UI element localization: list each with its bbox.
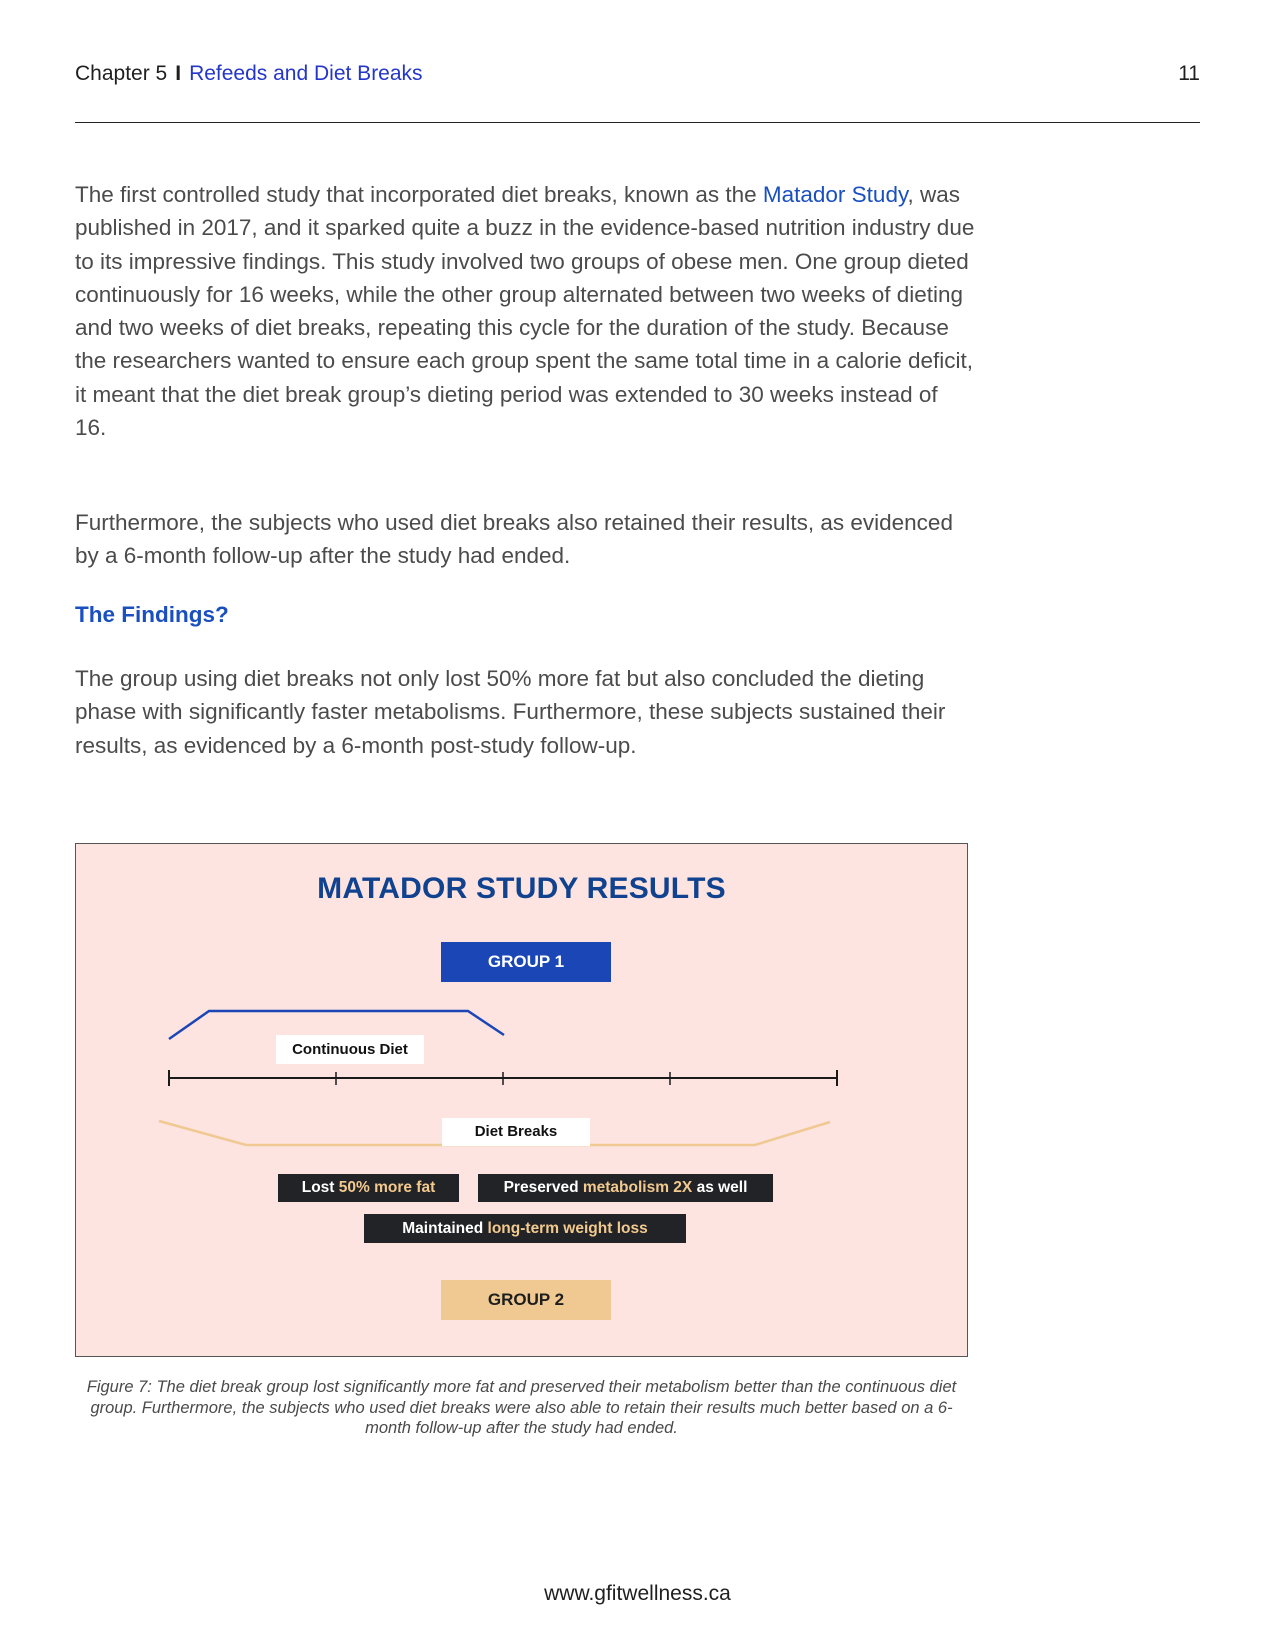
intro-paragraph [75,178,975,444]
chapter-separator: I [175,62,182,85]
result-fat-prefix: Lost [301,1179,339,1196]
intro-text-start: The first controlled study that incorporated diet breaks, known as the [75,182,763,207]
header-divider [75,122,1200,123]
matador-study-link[interactable]: Matador Study [762,182,908,207]
figure-title: MATADOR STUDY RESULTS [317,872,726,905]
followup-paragraph: Furthermore, the subjects who used diet breaks also retained their results, as evidenced by a 6-month follow-up after the study had ended. [75,510,953,569]
group2-badge: GROUP 2 [441,1280,611,1320]
findings-heading: The Findings? [75,602,229,627]
page-number: 11 [1178,62,1200,85]
chapter-heading [75,62,423,86]
figure-caption: Figure 7: The diet break group lost significantly more fat and preserved their metabolism better than the continuous diet group. Furthermore, the subjects who used diet breaks were also able to retain their results much better based on a 6-month follow-up after the study had ended. [86,1378,957,1437]
chapter-number: Chapter 5 [75,62,168,85]
intro-text-end: , was published in 2017, and it sparked quite a buzz in the evidence-based nutrition industry due to its impressive findings. This study involved two groups of obese men. One group dieted continuously for 16 weeks, while the other group alternated between two weeks of dieting and two weeks of diet breaks, repeating this cycle for the duration of the study. Because the researchers wanted to ensure each group spent the same total time in a calorie deficit, it meant that the diet break group’s dieting period was extended to 30 weeks instead of 16. [75,182,975,441]
continuous-diet-label: Continuous Diet [276,1035,424,1064]
findings-paragraph: The group using diet breaks not only lost 50% more fat but also concluded the dieting phase with significantly faster metabolisms. Furthermore, these subjects sustained their results, as evidenced by a 6-month post-study follow-up. [75,666,946,758]
page-header [75,62,1200,90]
result-weight-highlight: long-term weight loss [487,1220,648,1237]
footer-website[interactable]: www.gfitwellness.ca [544,1582,731,1605]
group1-badge: GROUP 1 [441,942,611,982]
result-weight-badge [364,1214,686,1243]
matador-results-figure [75,843,968,1357]
result-metabolism-badge [478,1174,773,1202]
result-weight-prefix: Maintained [402,1220,488,1237]
chapter-title: Refeeds and Diet Breaks [189,62,423,85]
result-fat-highlight: 50% more fat [338,1179,436,1196]
result-metab-suffix: as well [692,1179,748,1196]
result-metab-prefix: Preserved [503,1179,583,1196]
diet-breaks-label: Diet Breaks [442,1118,590,1146]
result-fat-badge [278,1174,459,1202]
result-metab-highlight: metabolism 2X [582,1179,693,1196]
